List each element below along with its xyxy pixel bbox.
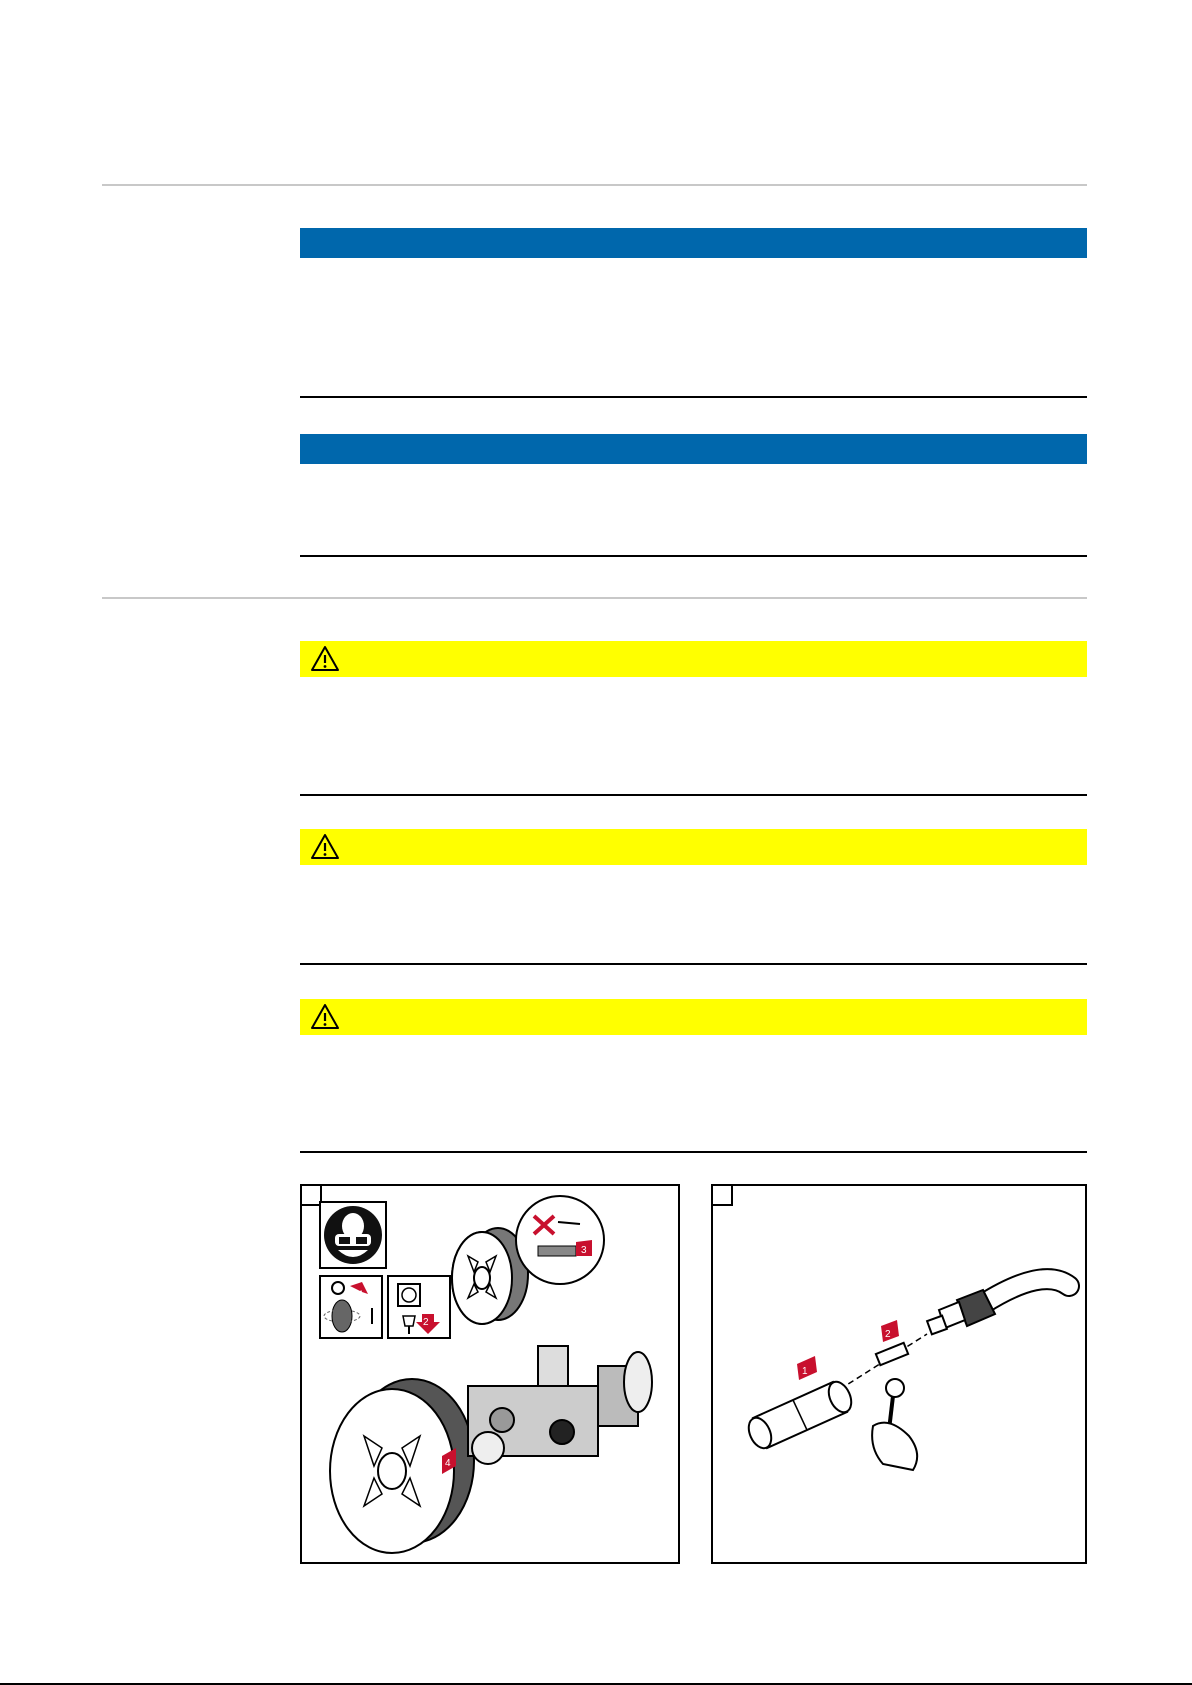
callout-1: 1	[802, 1366, 808, 1377]
note-end-rule	[300, 555, 1087, 557]
section-divider	[102, 184, 1087, 186]
figure-torch-disassembly	[711, 1184, 1087, 1564]
note-header-bar	[300, 434, 1087, 464]
callout-2: 2	[885, 1329, 891, 1340]
callout-1: 1	[358, 1289, 365, 1301]
section-divider	[102, 597, 1087, 599]
torch-illustration	[713, 1186, 1085, 1562]
note-header-bar	[300, 228, 1087, 258]
warning-header-bar	[300, 641, 1087, 677]
callout-4: 4	[445, 1458, 451, 1469]
callout-2: 2	[423, 1317, 429, 1328]
spool-illustration	[302, 1186, 678, 1562]
wire-feeder-icon	[468, 1346, 652, 1464]
warning-header-bar	[300, 829, 1087, 865]
no-cut-wire-icon	[516, 1196, 604, 1284]
callout-3: 3	[581, 1245, 587, 1256]
warning-header-bar	[300, 999, 1087, 1035]
gas-nozzle-icon	[744, 1356, 855, 1452]
power-switch-off-icon	[320, 1276, 382, 1338]
note-end-rule	[300, 396, 1087, 398]
wrench-hand-icon	[872, 1379, 917, 1470]
warning-end-rule	[300, 1151, 1087, 1153]
figure-wire-spool-change	[300, 1184, 680, 1564]
contact-tip-icon	[876, 1320, 908, 1365]
warning-triangle-icon	[310, 1003, 340, 1031]
safety-goggles-icon	[320, 1202, 386, 1268]
warning-triangle-icon	[310, 833, 340, 861]
warning-end-rule	[300, 794, 1087, 796]
warning-end-rule	[300, 963, 1087, 965]
warning-triangle-icon	[310, 645, 340, 673]
wire-spool-large	[330, 1379, 474, 1553]
unplug-mains-icon	[388, 1276, 450, 1338]
welding-torch-icon	[927, 1279, 1069, 1334]
